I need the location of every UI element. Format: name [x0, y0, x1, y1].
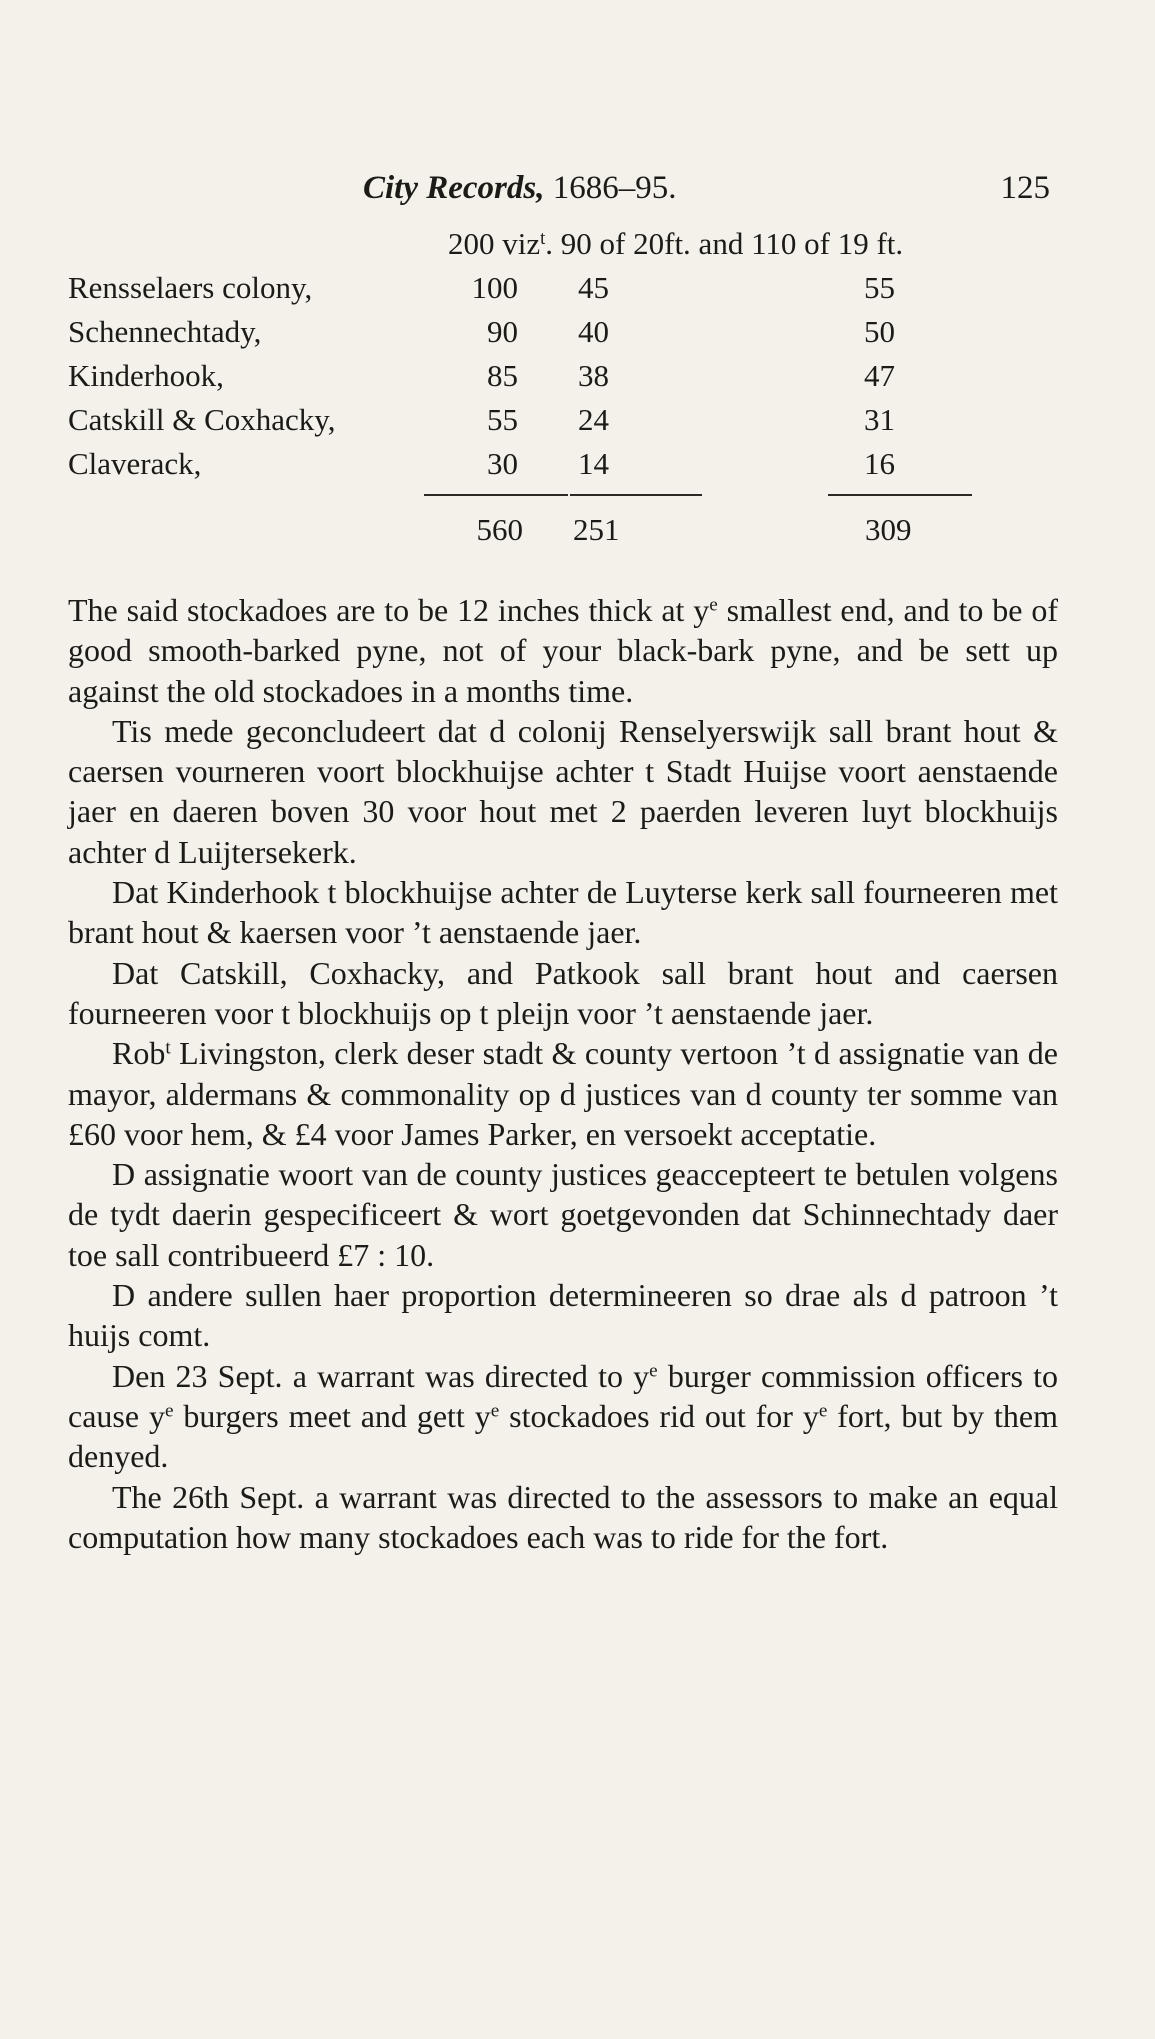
row-name: Claverack, [68, 446, 202, 481]
table-row [68, 270, 1068, 314]
header-desc-pre: viz [494, 226, 541, 261]
sum-total: 560 [476, 512, 523, 547]
row-col-110: 16 [864, 446, 895, 481]
superscript: e [709, 594, 718, 616]
sum-rule-col-90 [570, 494, 702, 496]
header-desc-post: . 90 of 20ft. and 110 of 19 ft. [545, 226, 904, 261]
page-number: 125 [1000, 170, 1050, 206]
row-col-90: 38 [578, 358, 609, 393]
text-run: The said stockadoes are to be 12 inches thick at y [68, 592, 710, 628]
paragraph [68, 1154, 1058, 1275]
sum-rule-col-110 [828, 494, 972, 496]
body-text [68, 590, 1058, 1557]
superscript: e [818, 1400, 828, 1422]
row-col-90: 45 [578, 270, 609, 305]
text-run: Tis mede geconcludeert dat d colonij Renselyerswijk sall brant hout & caersen vourneren voort blockhuijse achter t Stadt Huijse voort aenstaende jaer en daeren boven 30 voor hout met 2 paerden leveren luyt blockhuijs achter d Luijtersekerk. [68, 712, 1058, 870]
row-col-110: 50 [864, 314, 895, 349]
row-total: 30 [487, 446, 518, 481]
text-run: smallest end, and to be of good smooth-barked pyne, not of your black-bark pyne, and be sett up against the old stockadoes in a months time. [68, 592, 1058, 709]
row-name: Kinderhook, [68, 358, 224, 393]
row-name: Catskill & Coxhacky, [68, 402, 336, 437]
text-run: Livingston, clerk deser stadt & county vertoon ’t d assignatie van de mayor, aldermans & commonality op d justices van d county ter somme van £60 voor hem, & £4 voor James Parker, en versoekt acceptatie. [68, 1035, 1058, 1152]
paragraph [68, 1477, 1058, 1558]
row-name: Rensselaers colony, [68, 270, 313, 305]
text-run: The 26th Sept. a warrant was directed to the assessors to make an equal computation how many stockadoes each was to ride for the fort. [68, 1478, 1058, 1555]
header-title-italic: City Records, [363, 170, 545, 206]
row-name: Schennechtady, [68, 314, 262, 349]
sum-col-90: 251 [573, 512, 620, 547]
row-total: 55 [487, 402, 518, 437]
text-run: burgers meet and gett y [173, 1397, 491, 1434]
table-sum-row [68, 512, 1068, 556]
header-title-years: 1686–95. [544, 170, 677, 206]
header-title [363, 170, 676, 207]
text-run: burger commission officers to cause y [68, 1357, 1059, 1434]
text-run: Dat Kinderhook t blockhuijse achter de Luyterse kerk sall fourneeren met brant hout & kaersen voor ’t aenstaende jaer. [68, 874, 1058, 951]
paragraph [68, 1356, 1058, 1477]
row-col-110: 47 [864, 358, 895, 393]
paragraph [68, 1033, 1058, 1154]
row-col-90: 40 [578, 314, 609, 349]
text-run: D assignatie woort van de county justices geaccepteert te betulen volgens de tydt daerin gespecificeert & wort goetgevonden dat Schinnechtady daer toe sall contribueerd £7 : 10. [68, 1156, 1058, 1273]
row-col-110: 55 [864, 270, 895, 305]
sum-col-110: 309 [865, 512, 912, 547]
superscript: e [164, 1400, 174, 1422]
superscript: e [490, 1400, 500, 1422]
table-row [68, 446, 1068, 490]
text-run: Dat Catskill, Coxhacky, and Patkook sall brant hout and caersen fourneeren voor t blockhuijs op t pleijn voor ’t aenstaende jaer. [68, 954, 1058, 1031]
text-run: Rob [112, 1035, 166, 1072]
paragraph [68, 711, 1058, 872]
row-col-90: 24 [578, 402, 609, 437]
row-total: 85 [487, 358, 518, 393]
text-run: stockadoes rid out for y [499, 1397, 819, 1434]
paragraph [68, 1275, 1058, 1356]
row-col-110: 31 [864, 402, 895, 437]
paragraph [68, 953, 1058, 1034]
paragraph [68, 590, 1058, 711]
paragraph [68, 872, 1058, 953]
sum-rule-total [424, 494, 568, 496]
header-total-value: 200 [448, 226, 495, 261]
table-row [68, 314, 1068, 358]
row-col-90: 14 [578, 446, 609, 481]
table-header-total [448, 226, 903, 262]
row-total: 100 [471, 270, 518, 305]
superscript: t [165, 1037, 171, 1059]
text-run: fort, but by them denyed. [68, 1397, 1059, 1475]
text-run: Den 23 Sept. a warrant was directed to y [112, 1357, 650, 1394]
table-header-row [68, 226, 1068, 270]
running-header [363, 170, 1050, 220]
superscript: e [649, 1360, 658, 1382]
row-total: 90 [487, 314, 518, 349]
table-row [68, 402, 1068, 446]
header-desc-sup: t [540, 227, 546, 249]
table-row [68, 358, 1068, 402]
text-run: D andere sullen haer proportion determineeren so drae als d patroon ’t huijs comt. [68, 1277, 1058, 1354]
